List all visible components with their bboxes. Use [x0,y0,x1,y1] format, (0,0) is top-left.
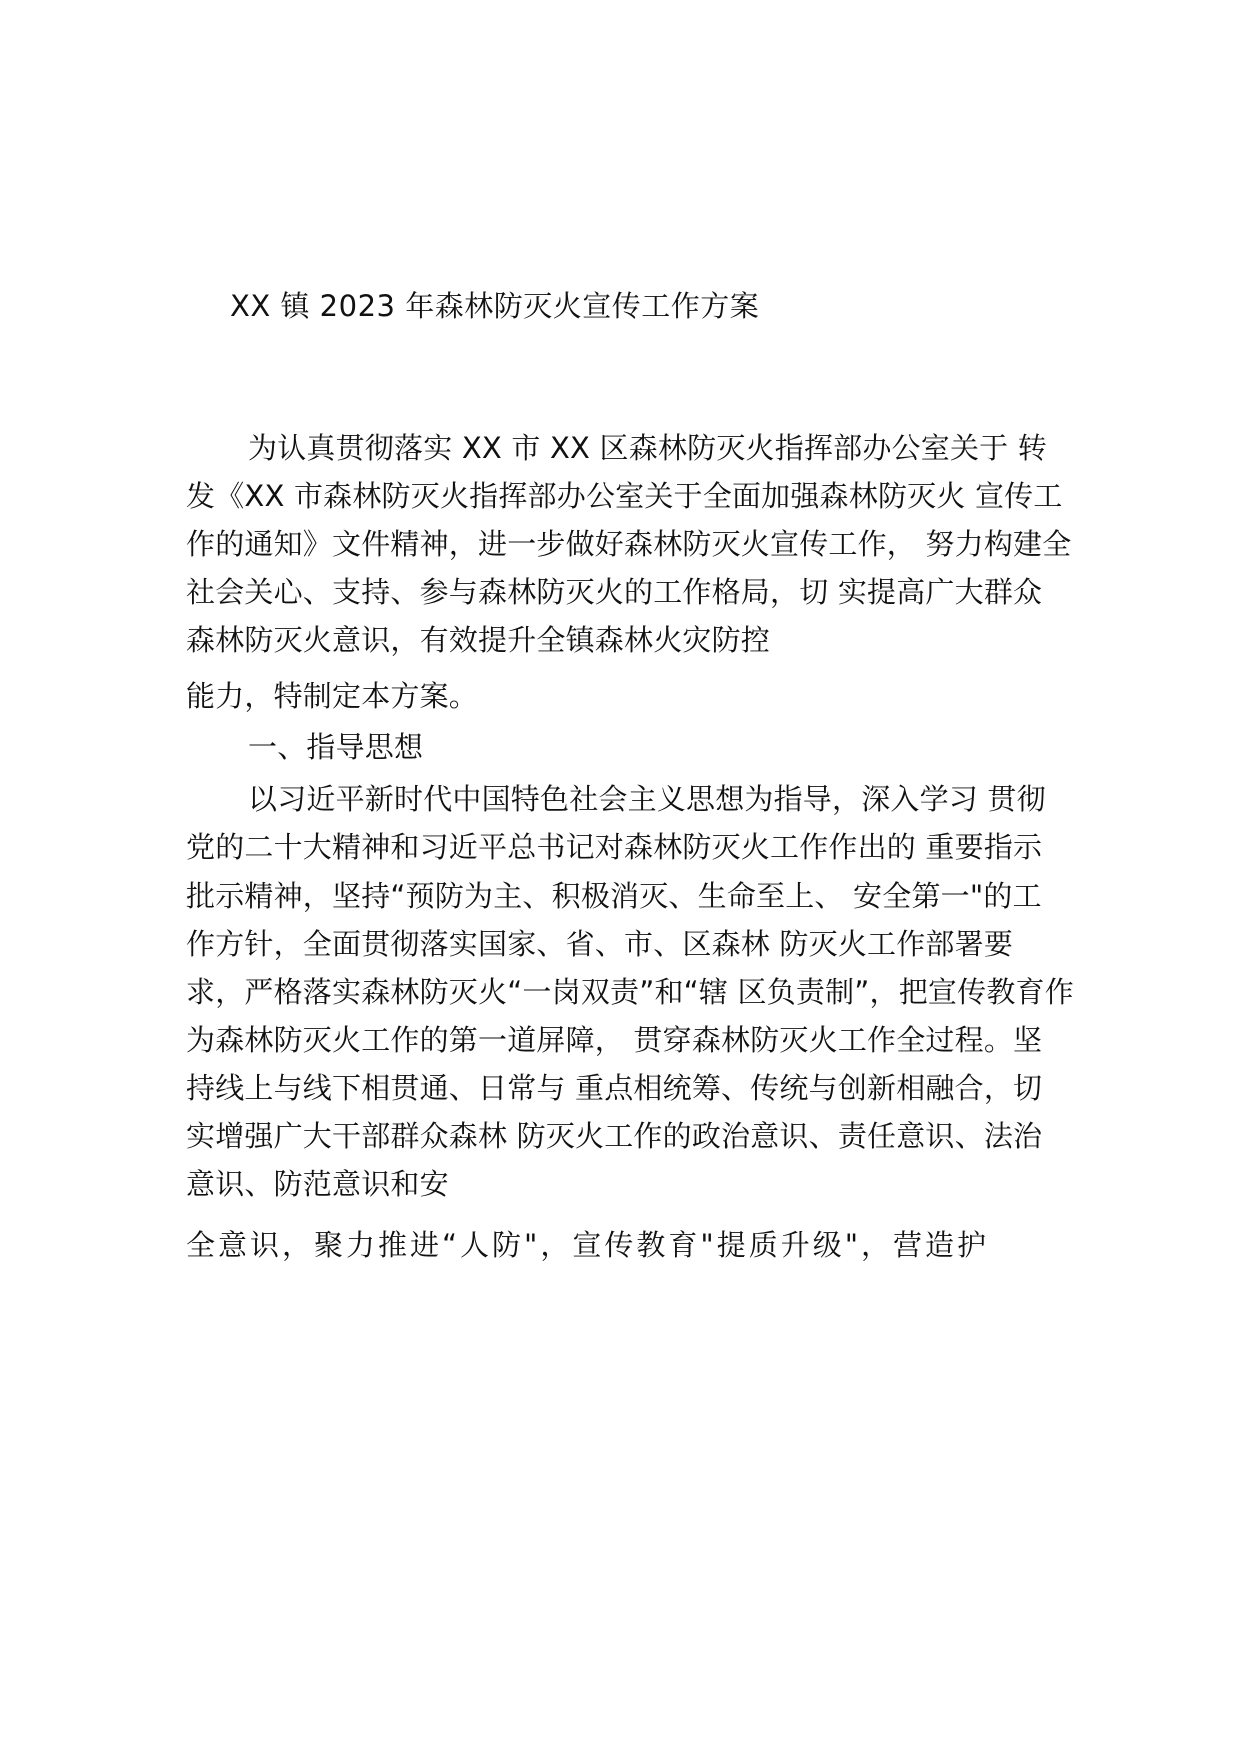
paragraph-line: 森林防灭火意识，有效提升全镇森林火灾防控 [186,623,771,657]
paragraph-line: 为认真贯彻落实 XX 市 XX 区森林防灭火指挥部办公室关于 转 [248,431,1047,465]
paragraph-line: 实增强广大干部群众森林 防灭火工作的政治意识、责任意识、法治 [186,1119,1043,1153]
paragraph-line: 意识、防范意识和安 [186,1167,449,1201]
paragraph-line: 全意识，聚力推进“人防"，宣传教育"提质升级"，营造护 [186,1228,990,1262]
paragraph-line: 批示精神，坚持“预防为主、积极消灭、生命至上、 安全第一"的工 [186,879,1042,913]
paragraph-line: 持线上与线下相贯通、日常与 重点相统筹、传统与创新相融合，切 [186,1071,1043,1105]
paragraph-line: 社会关心、支持、参与森林防灭火的工作格局，切 实提高广大群众 [186,575,1043,609]
paragraph-line: 能力，特制定本方案。 [186,679,479,713]
paragraph-line: 党的二十大精神和习近平总书记对森林防灭火工作作出的 重要指示 [186,830,1043,864]
paragraph-line: 作的通知》文件精神，进一步做好森林防灭火宣传工作， 努力构建全 [186,527,1072,561]
paragraph-line: 发《XX 市森林防灭火指挥部办公室关于全面加强森林防灭火 宣传工 [186,479,1063,513]
paragraph-line: 为森林防灭火工作的第一道屏障， 贯穿森林防灭火工作全过程。坚 [186,1023,1043,1057]
paragraph-line: 以习近平新时代中国特色社会主义思想为指导，深入学习 贯彻 [248,782,1046,816]
section-heading: 一、指导思想 [248,730,424,764]
paragraph-line: 求，严格落实森林防灭火“一岗双责”和“辖 区负责制”，把宣传教育作 [186,975,1074,1009]
paragraph-line: 作方针，全面贯彻落实国家、省、市、区森林 防灭火工作部署要 [186,927,1014,961]
document-title: XX 镇 2023 年森林防灭火宣传工作方案 [230,289,760,323]
